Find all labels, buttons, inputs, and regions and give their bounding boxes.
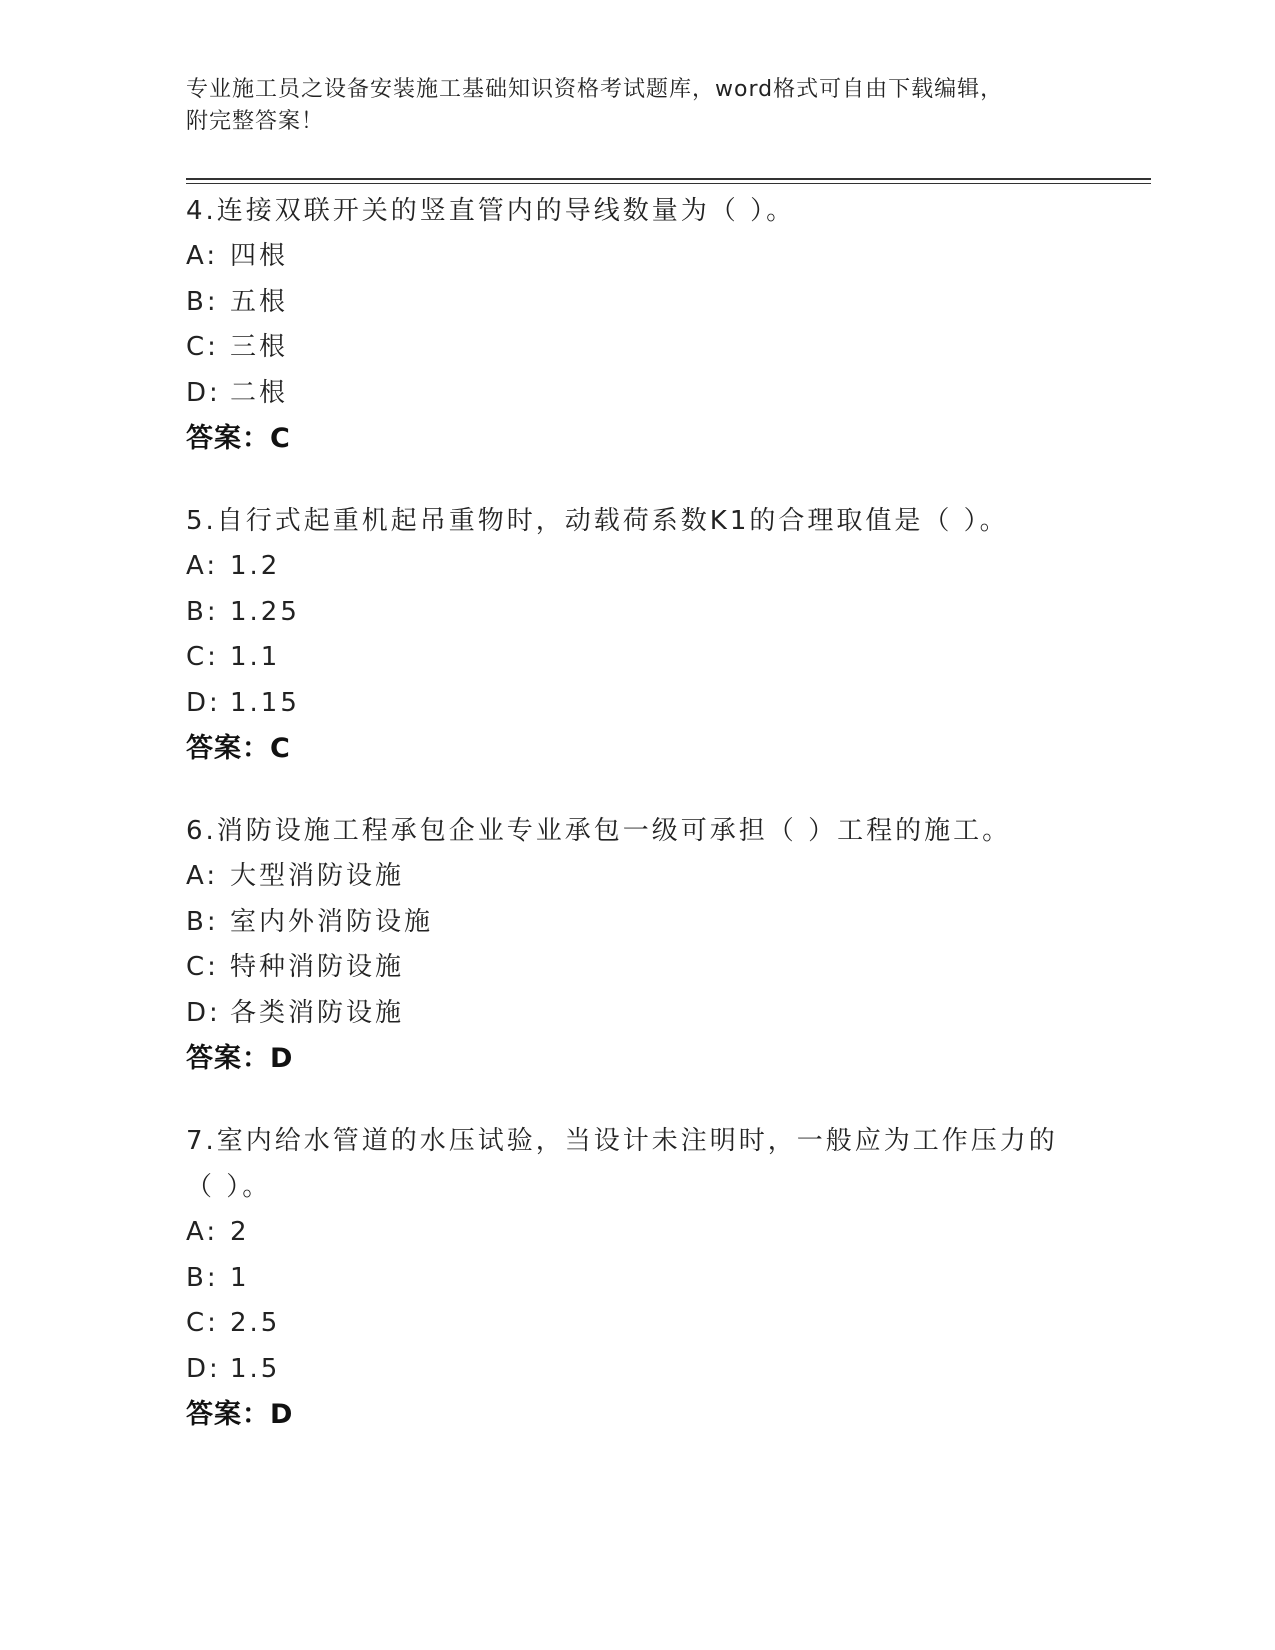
option-text: 室内外消防设施 xyxy=(230,906,434,937)
option-text: 2 xyxy=(230,1217,250,1247)
question-4 xyxy=(186,188,1126,462)
option-a xyxy=(186,1210,1126,1256)
question-stem: 6.消防设施工程承包企业专业承包一级可承担（ ）工程的施工。 xyxy=(186,816,1012,846)
option-d xyxy=(186,1347,1126,1393)
header-divider-thin xyxy=(186,183,1151,184)
document-header xyxy=(186,74,1086,138)
option-text: 1.15 xyxy=(230,687,300,718)
option-text: 五根 xyxy=(230,286,289,317)
option-text: 1.1 xyxy=(230,642,281,672)
option-letter: A: xyxy=(186,551,219,581)
option-text: 1.25 xyxy=(230,596,300,627)
option-letter: A: xyxy=(186,241,219,271)
question-list xyxy=(186,188,1126,1474)
question-stem: 4.连接双联开关的竖直管内的导线数量为（ ）。 xyxy=(186,196,796,226)
question-stem xyxy=(186,1118,1126,1210)
option-text: 1.2 xyxy=(230,551,281,581)
option-letter: D: xyxy=(186,377,221,408)
option-text: 1 xyxy=(230,1262,250,1293)
option-text: 特种消防设施 xyxy=(230,952,405,982)
option-b xyxy=(186,590,1126,636)
option-text: 1.5 xyxy=(230,1353,281,1384)
option-a xyxy=(186,854,1126,900)
option-letter: A: xyxy=(186,1217,219,1247)
option-c xyxy=(186,945,1126,991)
option-letter: D: xyxy=(186,997,221,1028)
option-letter: D: xyxy=(186,687,221,718)
option-d xyxy=(186,681,1126,727)
answer-line: 答案：D xyxy=(186,1043,294,1074)
option-letter: B: xyxy=(186,906,219,937)
option-text: 三根 xyxy=(230,332,289,362)
option-text: 2.5 xyxy=(230,1308,281,1338)
option-letter: C: xyxy=(186,952,219,982)
option-letter: C: xyxy=(186,1308,219,1338)
option-letter: B: xyxy=(186,1262,219,1293)
option-b xyxy=(186,900,1126,946)
option-b xyxy=(186,280,1126,326)
option-a xyxy=(186,544,1126,590)
option-a xyxy=(186,234,1126,280)
answer-line: 答案：C xyxy=(186,733,291,764)
header-line-2: 附完整答案！ xyxy=(186,109,325,134)
option-letter: D: xyxy=(186,1353,221,1384)
option-letter: B: xyxy=(186,596,219,627)
option-text: 各类消防设施 xyxy=(230,997,405,1028)
option-letter: B: xyxy=(186,286,219,317)
question-5 xyxy=(186,498,1126,772)
option-letter: C: xyxy=(186,332,219,362)
header-line-1: 专业施工员之设备安装施工基础知识资格考试题库，word格式可自由下载编辑， xyxy=(186,77,1004,102)
option-d xyxy=(186,991,1126,1037)
option-c xyxy=(186,635,1126,681)
option-c xyxy=(186,1301,1126,1347)
question-stem-line-2: （ ）。 xyxy=(186,1172,272,1202)
option-text: 四根 xyxy=(230,241,289,271)
option-d xyxy=(186,371,1126,417)
option-letter: C: xyxy=(186,642,219,672)
answer-line: 答案：D xyxy=(186,1399,294,1430)
question-stem: 5.自行式起重机起吊重物时，动载荷系数K1的合理取值是（ ）。 xyxy=(186,506,1009,536)
option-text: 大型消防设施 xyxy=(230,861,405,891)
option-letter: A: xyxy=(186,861,219,891)
question-7 xyxy=(186,1118,1126,1438)
option-b xyxy=(186,1256,1126,1302)
answer-line: 答案：C xyxy=(186,423,291,454)
header-divider-thick xyxy=(186,178,1151,180)
option-c xyxy=(186,325,1126,371)
question-stem-line-1: 7.室内给水管道的水压试验，当设计未注明时，一般应为工作压力的 xyxy=(186,1126,1058,1156)
question-6 xyxy=(186,808,1126,1082)
option-text: 二根 xyxy=(230,377,289,408)
